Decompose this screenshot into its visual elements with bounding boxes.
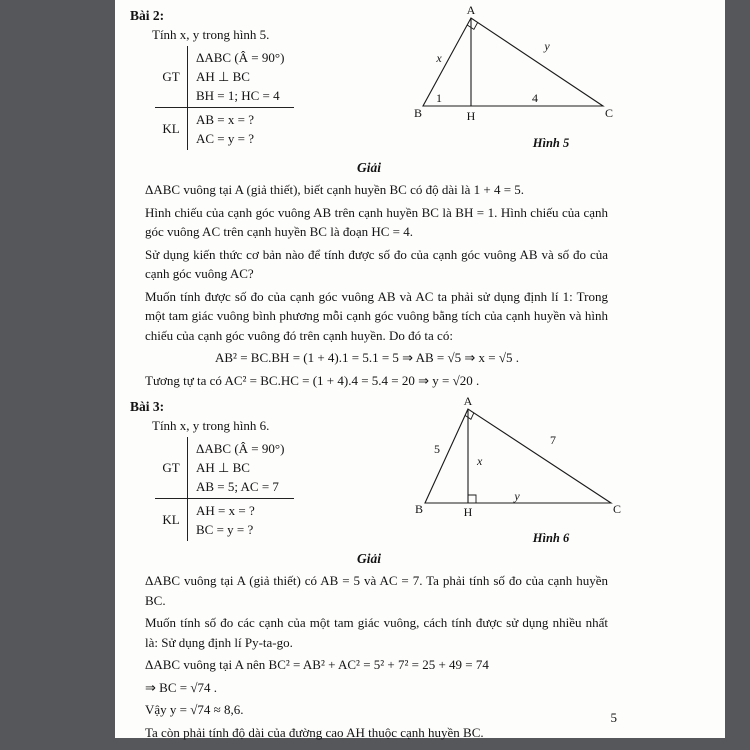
- paragraph: Muốn tính số đo các cạnh của một tam giác vuông, cách tính được sử dụng nhiều nhất là: Sử dụng định lí Py-ta-go.: [145, 615, 608, 650]
- paragraph: Hình chiếu của cạnh góc vuông AB trên cạnh huyền BC là BH = 1. Hình chiếu của cạnh góc vuông AC trên cạnh huyền BC là đoạn HC = 4.: [145, 204, 608, 239]
- vertex-label-c: C: [605, 106, 613, 120]
- side-label-ab: 5: [434, 442, 440, 456]
- problem-bai-2: [130, 4, 623, 390]
- right-angle-mark: [468, 495, 476, 503]
- vertex-label-c: C: [613, 502, 622, 516]
- problem-bai-3: [130, 394, 623, 742]
- kl-label: KL: [162, 512, 180, 527]
- page-number: 5: [610, 710, 617, 725]
- triangle-diagram-icon: [413, 4, 613, 126]
- paragraph: Muốn tính được số đo của cạnh góc vuông AB và AC ta phải sử dụng định lí 1: Trong một tam giác vuông bình phương mỗi cạnh góc vuông bằng tích của cạnh huyền và hình chiếu của cạnh góc vuông đó trên cạnh huyền. Do đó ta có:: [145, 288, 608, 343]
- paragraph: ΔABC vuông tại A (giả thiết), biết cạnh huyền BC có độ dài là 1 + 4 = 5.: [145, 182, 525, 197]
- gt-line: AH ⊥ BC: [196, 460, 250, 475]
- page-content: [130, 4, 623, 742]
- vertex-label-b: B: [414, 106, 423, 120]
- paragraph: Vậy y = √74 ≈ 8,6.: [145, 702, 244, 717]
- kl-line: AB = x = ?: [196, 112, 254, 127]
- problem-intro: Tính x, y trong hình 5.: [152, 27, 270, 42]
- kl-line: AH = x = ?: [196, 503, 255, 518]
- gt-line: AH ⊥ BC: [196, 69, 250, 84]
- problem-title: Bài 2:: [130, 8, 165, 23]
- figure-hinh-5: [413, 4, 623, 151]
- paragraph: ⇒ BC = √74 .: [145, 679, 217, 695]
- vertex-label-a: A: [466, 4, 476, 17]
- solution-heading: Giải: [356, 160, 381, 175]
- gt-line: AB = 5; AC = 7: [196, 479, 279, 494]
- segment-label-hc: y: [514, 489, 520, 503]
- gt-row: [155, 46, 294, 108]
- gt-content: [187, 437, 294, 498]
- right-angle-mark: [467, 22, 478, 29]
- side-label-ac: 7: [550, 433, 556, 447]
- gt-line: ΔABC (Â = 90°): [196, 50, 285, 65]
- gt-kl-table: [155, 46, 294, 150]
- triangle-diagram-icon: [413, 393, 623, 521]
- side-label-ab: x: [436, 51, 442, 65]
- kl-content: [187, 108, 264, 150]
- figure-caption: Hình 6: [532, 531, 570, 545]
- gt-label: GT: [162, 459, 180, 475]
- paragraph: Tương tự ta có AC² = BC.HC = (1 + 4).4 = 5.4 = 20 ⇒ y = √20 .: [145, 372, 480, 388]
- vertex-label-b: B: [415, 502, 424, 516]
- segment-label-hc: 4: [532, 91, 538, 105]
- vertex-label-a: A: [463, 394, 473, 408]
- right-angle-mark: [465, 413, 474, 419]
- paragraph: ΔABC vuông tại A (giả thiết) có AB = 5 và AC = 7. Ta phải tính số đo của cạnh huyền BC.: [145, 573, 608, 608]
- kl-line: AC = y = ?: [196, 131, 254, 146]
- figure-hinh-6: [413, 393, 623, 546]
- problem-intro: Tính x, y trong hình 6.: [152, 418, 270, 433]
- gt-kl-table: [155, 437, 294, 541]
- kl-row: [155, 499, 294, 541]
- figure-caption: Hình 5: [532, 136, 570, 150]
- segment-label-bh: 1: [436, 91, 442, 105]
- document-page: [115, 0, 725, 738]
- altitude-label-ah: x: [477, 454, 483, 468]
- paragraph: Sử dụng kiến thức cơ bản nào để tính được số đo của cạnh góc vuông AB và số đo của cạnh góc vuông AC?: [145, 246, 608, 281]
- gt-row: [155, 437, 294, 499]
- kl-content: [187, 499, 265, 541]
- kl-label: KL: [162, 121, 180, 136]
- gt-content: [187, 46, 294, 107]
- formula-line: AB² = BC.BH = (1 + 4).1 = 5.1 = 5 ⇒ AB = √5 ⇒ x = √5 .: [215, 350, 519, 365]
- kl-line: BC = y = ?: [196, 522, 254, 537]
- gt-line: ΔABC (Â = 90°): [196, 441, 285, 456]
- gt-line: BH = 1; HC = 4: [196, 88, 280, 103]
- side-label-ac: y: [544, 39, 550, 53]
- solution-heading: Giải: [356, 551, 381, 566]
- kl-row: [155, 108, 294, 150]
- problem-title: Bài 3:: [130, 399, 165, 414]
- vertex-label-h: H: [466, 109, 476, 123]
- paragraph: Ta còn phải tính độ dài của đường cao AH thuộc cạnh huyền BC.: [145, 724, 484, 740]
- paragraph: ΔABC vuông tại A nên BC² = AB² + AC² = 5² + 7² = 25 + 49 = 74: [145, 657, 489, 672]
- vertex-label-h: H: [463, 505, 473, 519]
- gt-label: GT: [162, 68, 180, 84]
